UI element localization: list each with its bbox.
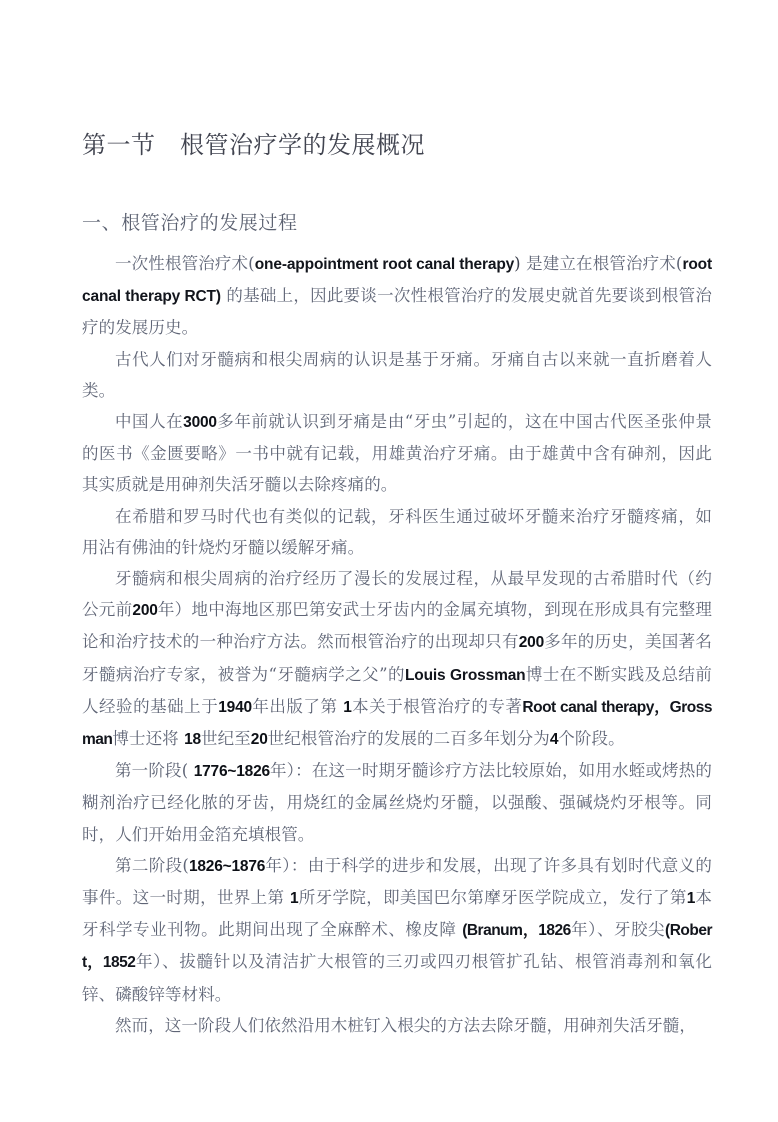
- p5-latin-name-grossman-2: Grossman: [82, 698, 712, 749]
- p5-text-j: 个阶段。: [558, 729, 625, 749]
- p8-text: 然而，这一阶段人们依然沿用木桩钉入根尖的方法去除牙髓，用砷剂失活牙髓，: [115, 1015, 696, 1035]
- paragraph-6-stage-one: [82, 755, 712, 850]
- p1-text-b: ): [514, 254, 521, 273]
- p5-latin-book-title: Root canal therapy: [522, 698, 654, 716]
- paragraph-7-stage-two: [82, 850, 712, 1010]
- paragraph-5: [82, 563, 712, 755]
- p7-text-c: 所牙学院，即美国巴尔第摩牙医学院成立，发行了第: [298, 888, 687, 908]
- p5-number-18c: 18: [184, 731, 201, 749]
- p2-text: 古代人们对牙髓病和根尖周病的认识是基于牙痛。牙痛自古以来就一直折磨着人类。: [82, 349, 712, 400]
- page-title: 第一节 根管治疗学的发展概况: [82, 131, 425, 159]
- p5-latin-name-grossman: Louis Grossman: [404, 666, 526, 684]
- p5-text-f: 本关于根管治疗的专著: [351, 696, 523, 716]
- p5-latin-comma: ，: [653, 698, 670, 716]
- p5-number-1940: 1940: [218, 698, 252, 716]
- p4-text: 在希腊和罗马时代也有类似的记载，牙科医生通过破坏牙髓来治疗牙髓疼痛，如用沾有佛油的针烧灼牙髓以缓解牙痛。: [82, 506, 712, 557]
- section-heading: 一、根管治疗的发展过程: [82, 212, 298, 234]
- p5-text-i: 世纪根管治疗的发展的二百多年划分为: [267, 729, 550, 749]
- p5-number-200years: 200: [518, 634, 545, 652]
- p5-number-200bc: 200: [132, 602, 158, 620]
- p5-number-20c: 20: [250, 731, 268, 749]
- p7-year-range: 1826~1876: [188, 857, 266, 875]
- p5-number-4stages: 4: [549, 731, 559, 749]
- paragraph-8: [82, 1010, 712, 1041]
- body-text: [82, 248, 712, 1041]
- p3-text-b: 多年前就认识到牙痛是由“牙虫”引起的，这在中国古代医圣张仲景的医书《金匮要略》一书中就有记载，用雄黄治疗牙痛。由于雄黄中含有砷剂，因此其实质就是用砷剂失活牙髓以去除疼痛的。: [82, 412, 712, 495]
- p3-text-a: 中国人在: [115, 412, 184, 432]
- p1-text-c: 是建立在根管治疗术(: [526, 254, 683, 273]
- p1-text-d: 的基础上，因此要谈一次性根管治疗的发展史就首先要谈到根管治疗的发展历史。: [82, 286, 712, 338]
- p5-text-g: 博士还将: [112, 729, 179, 749]
- p3-number-years: 3000: [183, 414, 217, 432]
- p6-text-a: 第一阶段(: [115, 761, 189, 781]
- paragraph-2: [82, 344, 712, 406]
- paragraph-3: [82, 406, 712, 501]
- p6-text-b: 年）：在这一时期牙髓诊疗方法比较原始，如用水蛭或烤热的糊剂治疗已经化脓的牙齿，用烧红的金属丝烧灼牙髓，以强酸、强碱烧灼牙根等。同时，人们开始用金箔充填根管。: [82, 761, 713, 844]
- p7-citation-robert: (Robert，1852: [82, 922, 712, 972]
- p5-number-first: 1: [343, 698, 352, 716]
- p7-text-a: 第二阶段(: [115, 855, 189, 875]
- p7-number-first-journal: 1: [686, 890, 696, 908]
- p5-text-e: 年出版了第: [251, 696, 338, 716]
- p5-text-a: 牙髓病和根尖周病的治疗经历了漫长的发展过程，从最早发现的古希腊时代（约公元前: [82, 569, 712, 620]
- p7-text-f: 年）、拔髓针以及清洁扩大根管的三刃或四刃根管扩孔钻、根管消毒剂和氧化锌、磷酸锌等材料。: [82, 952, 712, 1004]
- p1-latin-term-2: root canal therapy RCT): [82, 256, 712, 306]
- p6-year-range: 1776~1826: [193, 763, 270, 781]
- p1-latin-term-1: one-appointment root canal therapy: [254, 256, 515, 273]
- page-content: [82, 128, 712, 1041]
- paragraph-4: [82, 501, 712, 563]
- p7-number-first-school: 1: [290, 890, 299, 908]
- p5-text-h: 世纪至: [200, 729, 251, 749]
- p7-text-e: 年）、牙胶尖: [570, 920, 666, 940]
- p5-text-b: 年）地中海地区那巴第安武士牙齿内的金属充填物，到现在形成具有完整理论和治疗技术的一种治疗方法。然而根管治疗的出现却只有: [82, 600, 712, 652]
- p7-text-d: 本牙科学专业刊物。此期间出现了全麻醉术、橡皮障: [82, 888, 712, 940]
- paragraph-1: [82, 248, 712, 344]
- p5-text-d: 博士在不断实践及总结前人经验的基础上于: [82, 664, 712, 716]
- p7-citation-branum: (Branum，1826: [462, 922, 571, 940]
- p1-text-a: 一次性根管治疗术(: [115, 254, 255, 273]
- p5-text-c: 多年的历史，美国著名牙髓病治疗专家，被誉为“牙髓病学之父”的: [82, 632, 712, 684]
- p7-text-b: 年）：由于科学的进步和发展，出现了许多具有划时代意义的事件。这一时期，世界上第: [82, 855, 713, 908]
